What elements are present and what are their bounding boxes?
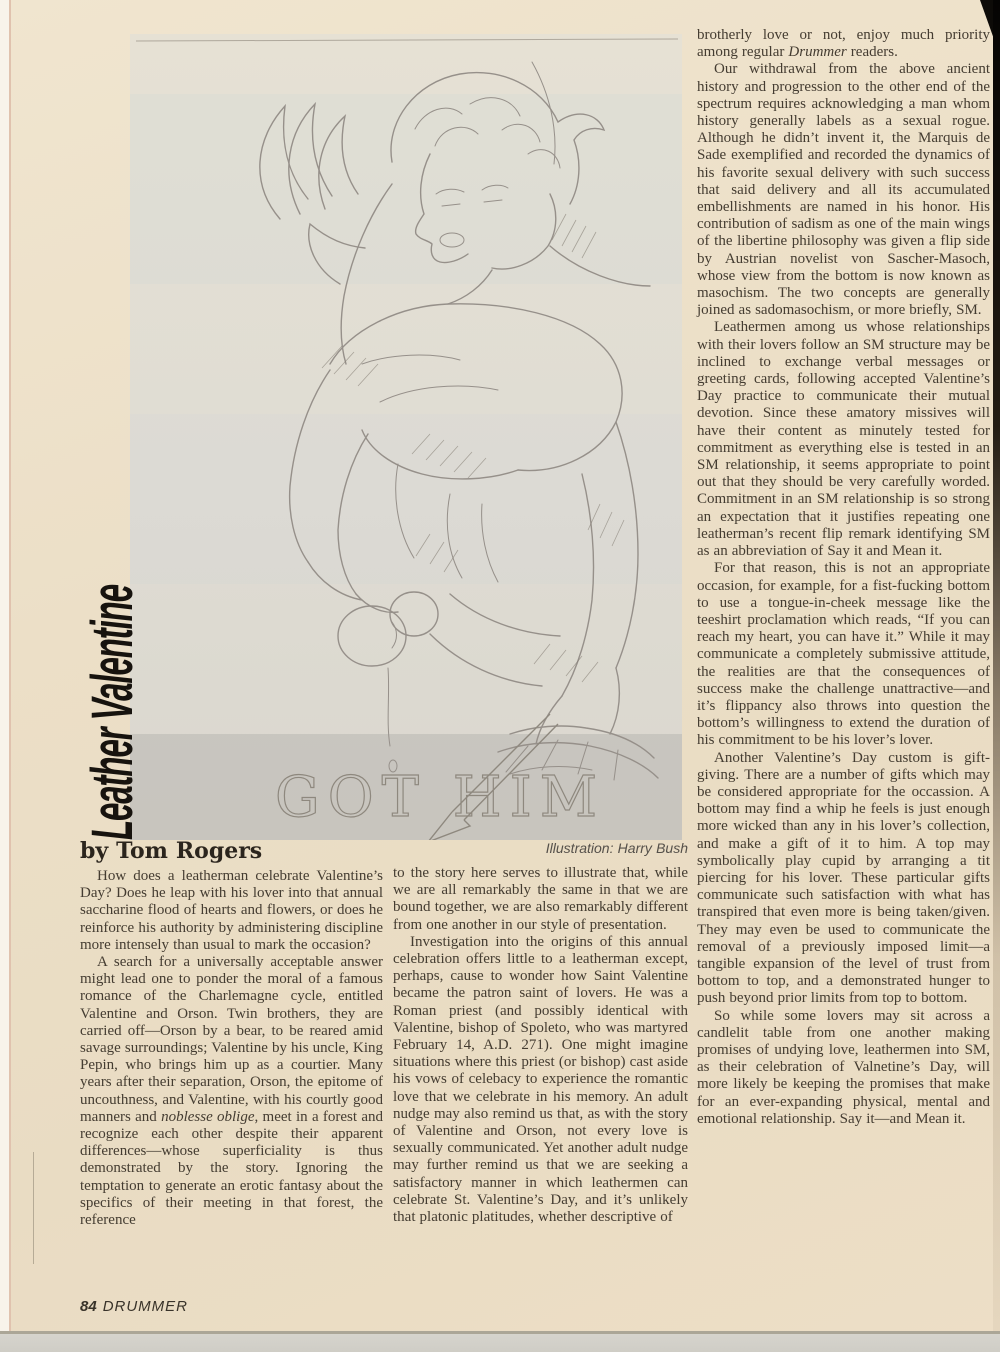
paragraph-text: readers. — [846, 44, 898, 61]
next-page-edge — [0, 1331, 1000, 1352]
paragraph: to the story here serves to illustrate that, while we are all remarkably the same in that we are bound together, we are also remarkably different from one another in our style of presentation. — [393, 865, 688, 933]
magazine-name: DRUMMER — [102, 1298, 189, 1315]
paragraph-text: brotherly love or not, enjoy much priority among regular — [697, 27, 990, 61]
column-middle — [393, 840, 688, 1226]
paragraph — [697, 27, 990, 61]
page-edge-shadow — [993, 0, 1000, 1331]
page-binding-edge — [0, 0, 11, 1331]
page-number: 84 — [80, 1298, 97, 1315]
binding-crease-line — [33, 1152, 34, 1264]
got-him-caption: GOT HIM — [275, 765, 606, 830]
paragraph-text: A search for a universally acceptable answer might lead one to ponder the moral of a famous romance of the Charlemagne cycle, entitled Valentine and Orson. Twin brothers, they are carried off—Orson by a bear, to be reared amid savage surroundings; Valentine by his uncle, King Pepin, who brings him up as a courtier. Many years after their separation, Orson, the epitome of uncouthness, and Valentine, with his courtly good manners and — [80, 954, 383, 1125]
column-left — [80, 838, 383, 1229]
paragraph: For that reason, this is not an appropriate occasion, for example, for a fist-fucking bottom to use a tongue-in-cheek message like the teeshirt proclamation which reads, “If you can reach my heart, you can have it.” While it may communicate a completely submissive attitude, the realities are that the consequences of success make the challenge unattractive—and it’s flippancy also throws into question the bottom’s willingness to extend the duration of his commitment to be his lover’s lover. — [697, 560, 990, 749]
paragraph: Another Valentine’s Day custom is gift-giving. There are a number of gifts which may be considered appropriate for the occassion. A bottom may find a whip he feels is just enough more wicked than any in his lover’s collection, and make a gift of it to him. A top may symbolically play cupid by arranging a tit piercing for his lover. These particular gifts communicate such satisfaction with what has transpired that even more is being taken/given. They may even be used to communicate the removal of a previously imposed limit—a tangible expansion of the level of trust from bottom to top, and a demonstrated hunger to push beyond prior limits from top to bottom. — [697, 749, 990, 1007]
paragraph: Investigation into the origins of this annual celebration offers little to a leatherman except, perhaps, cause to wonder how Saint Valentine became the patron saint of lovers. He was a Roman priest (and possibly identical with Valentine, bishop of Spoleto, who was martyred February 14, A.D. 271). One might imagine situations where this priest (or bishop) cast aside his vows of celebacy to experience the romantic love that we celebrate in his memory. An adult nudge may also remind us that, as with the story of Valentine and Orson, not every love is sexually communicated. Yet another adult nudge may further remind us that we are seeking a satisfactory manner in which leathermen can celebrate St. Valentine’s Day, and it’s unlikely that platonic platitudes, whether descriptive of — [393, 933, 688, 1226]
paragraph: So while some lovers may sit across a candlelit table from one another making promises of undying love, leathermen into SM, as their celebration of Valnetine’s Day, will more likely be keeping the promises that make for an ever-expanding physical, mental and emotional relationship. Say it—and Mean it. — [697, 1007, 990, 1127]
italic-run: Drummer — [788, 44, 847, 61]
page-footer — [80, 1298, 188, 1315]
paragraph-text: , meet in a forest and recognize each other despite their apparent differences—whose superficiality is thus demonstrated by the story. Ignoring the temptation to generate an erotic fantasy about the specifics of their meeting in that forest, the reference — [80, 1108, 384, 1229]
page-title: Leather Valentine — [80, 585, 145, 840]
byline: by Tom Rogers — [80, 838, 263, 864]
cupid-sketch-illustration — [130, 34, 682, 840]
illustration-credit: Illustration: Harry Bush — [545, 840, 688, 856]
italic-run: noblesse oblige — [161, 1108, 255, 1125]
paragraph: How does a leatherman celebrate Valentine’s Day? Does he leap with his lover into that annual saccharine flood of hearts and flowers, or does he reinforce his authority by administering discipline more intensely than usual to mark the occasion? — [80, 868, 383, 953]
paragraph: Our withdrawal from the above ancient history and progression to the other end of the spectrum requires acknowledging a man whom history generally labels as a sexual rogue. Although he didn’t invent it, the Marquis de Sade exemplified and recorded the dynamics of his favorite sexual delivery with such success that said delivery and all its accumulated embellishments are named in his honor. His contribution of sadism as one of the main wings of the libertine philosophy was given a flip side by Austrian novelist von Sascher-Masoch, whose view from the bottom is now known as masochism. The two concepts are generally joined as sadomasochism, or more briefly, SM. — [697, 61, 990, 319]
column-right — [697, 27, 990, 1128]
paragraph: Leathermen among us whose relationships with their lovers follow an SM structure may be inclined to exchange verbal messages or greeting cards, following accepted Valentine’s Day practice to communicate their mutual devotion. Since these amatory missives will have their content as minutely tested for commitment as everything else is tested in an SM relationship, it seems appropriate to point out that they should be very carefully worded. Commitment in an SM relationship is so strong an expectation that it justifies repeating one leatherman’s recent flip remark identifying SM as an abbreviation of Say it and Mean it. — [697, 319, 990, 560]
paragraph — [80, 954, 383, 1229]
illustration-box — [130, 34, 682, 840]
